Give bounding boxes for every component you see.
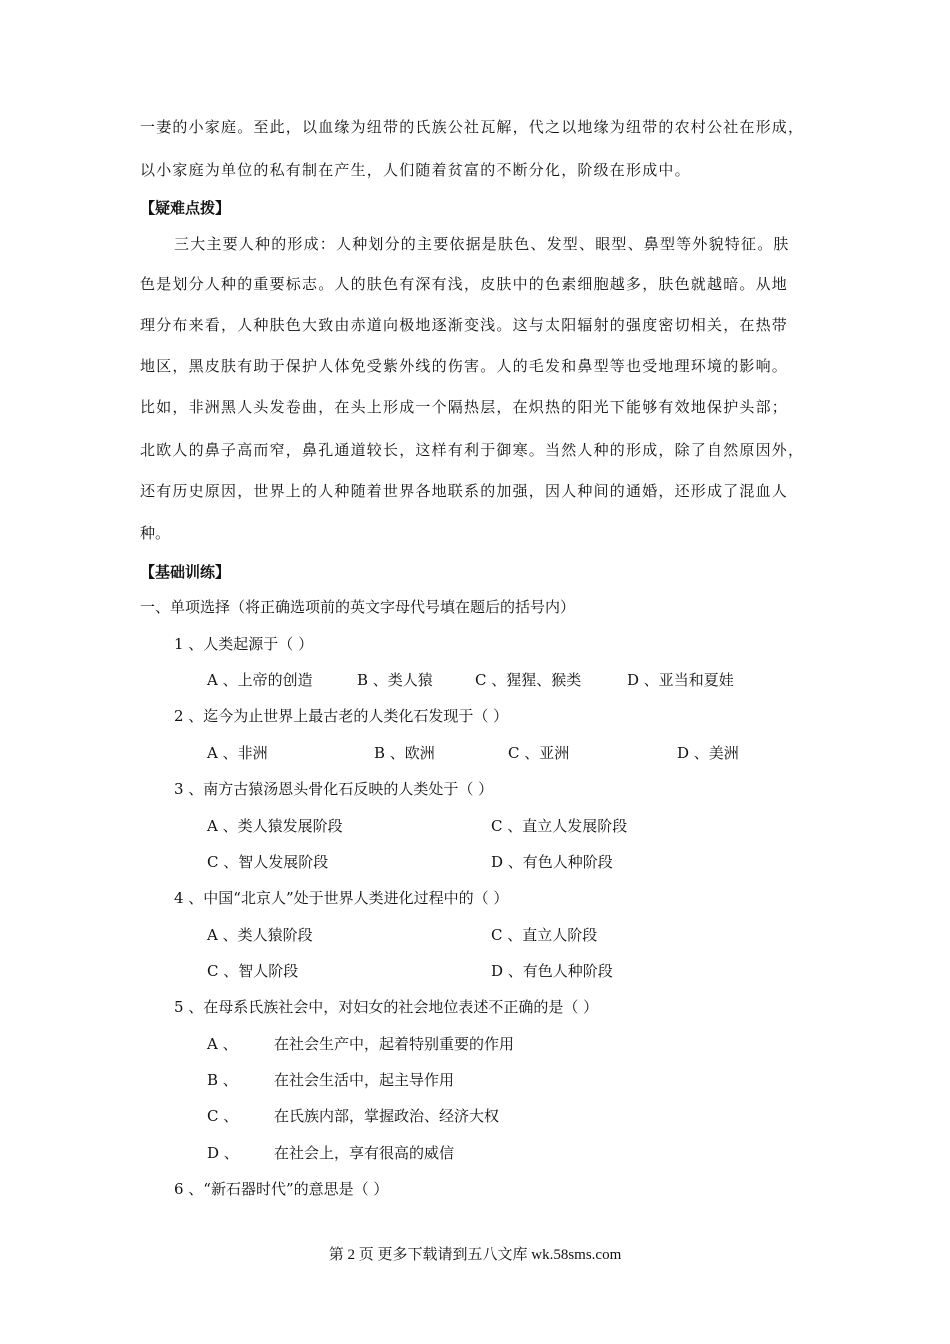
option-text: 在社会生产中，起着特别重要的作用 (274, 1035, 515, 1053)
question-stem: 2 、迄今为止世界上最古老的人类化石发现于（ ） (174, 707, 509, 725)
option-row (207, 1105, 807, 1127)
option-label: B 、 (207, 1071, 238, 1089)
option: C 、亚洲 (508, 744, 570, 762)
option-text: 在社会生活中，起主导作用 (274, 1071, 455, 1089)
paragraph-line: 地区，黑皮肤有助于保护人体免受紫外线的伤害。人的毛发和鼻型等也受地理环境的影响。 (140, 357, 789, 375)
option-label: D 、 (207, 1144, 239, 1162)
option-text: 在氏族内部，掌握政治、经济大权 (274, 1107, 500, 1125)
question-stem: 3 、南方古猿汤恩头骨化石反映的人类处于（ ） (174, 780, 494, 798)
paragraph-line: 理分布来看，人种肤色大致由赤道向极地逐渐变浅。这与太阳辐射的强度密切相关，在热带 (140, 316, 789, 334)
paragraph-line: 以小家庭为单位的私有制在产生，人们随着贫富的不断分化，阶级在形成中。 (140, 161, 691, 179)
option: C 、猩猩、猴类 (475, 671, 582, 689)
option-row (207, 815, 807, 837)
option: D 、亚当和夏娃 (627, 671, 734, 689)
paragraph-line: 种。 (140, 524, 171, 542)
question-section-title: 一、单项选择（将正确选项前的英文字母代号填在题后的括号内） (140, 598, 576, 616)
option: C 、智人发展阶段 (207, 853, 329, 871)
option-row (207, 1069, 807, 1091)
question-stem: 6 、“新石器时代”的意思是（ ） (174, 1180, 389, 1198)
option-text: 在社会上，享有很高的威信 (274, 1144, 455, 1162)
option-label: C 、 (207, 1107, 239, 1125)
option-row (207, 924, 807, 946)
paragraph-line: 还有历史原因，世界上的人种随着世界各地联系的加强，因人种间的通婚，还形成了混血人 (140, 482, 789, 500)
question-stem: 1 、人类起源于（ ） (174, 635, 314, 653)
option: A 、非洲 (207, 744, 268, 762)
option-row (207, 669, 807, 691)
paragraph-line: 比如，非洲黑人头发卷曲，在头上形成一个隔热层，在炽热的阳光下能够有效地保护头部； (140, 398, 789, 416)
paragraph-line: 三大主要人种的形成：人种划分的主要依据是肤色、发型、眼型、鼻型等外貌特征。肤 (174, 235, 790, 253)
question-stem: 5 、在母系氏族社会中，对妇女的社会地位表述不正确的是（ ） (174, 998, 599, 1016)
option-row (207, 851, 807, 873)
section-heading-difficulty: 【疑难点拨】 (140, 199, 231, 217)
option: C 、直立人阶段 (491, 926, 598, 944)
option: A 、类人猿发展阶段 (207, 817, 343, 835)
option: A 、类人猿阶段 (207, 926, 313, 944)
question-stem: 4 、中国“北京人”处于世界人类进化过程中的（ ） (174, 889, 509, 907)
option: C 、直立人发展阶段 (491, 817, 628, 835)
option-row (207, 960, 807, 982)
page-footer: 第 2 页 更多下载请到五八文库 wk.58sms.com (328, 1247, 622, 1263)
option-label: A 、 (207, 1035, 238, 1053)
paragraph-line: 北欧人的鼻子高而窄，鼻孔通道较长，这样有利于御寒。当然人种的形成，除了自然原因外， (140, 441, 805, 459)
paragraph-line: 色是划分人种的重要标志。人的肤色有深有浅，皮肤中的色素细胞越多，肤色就越暗。从地 (140, 275, 789, 293)
section-heading-training: 【基础训练】 (140, 563, 231, 581)
option: D 、美洲 (677, 744, 739, 762)
option: B 、类人猿 (357, 671, 433, 689)
option: A 、上帝的创造 (207, 671, 313, 689)
option-row (207, 1033, 807, 1055)
option: D 、有色人种阶段 (491, 853, 613, 871)
option-row (207, 1142, 807, 1164)
option: D 、有色人种阶段 (491, 962, 613, 980)
paragraph-line: 一妻的小家庭。至此，以血缘为纽带的氏族公社瓦解，代之以地缘为纽带的农村公社在形成， (140, 118, 805, 136)
option: C 、智人阶段 (207, 962, 299, 980)
option: B 、欧洲 (374, 744, 435, 762)
option-row (207, 742, 807, 764)
